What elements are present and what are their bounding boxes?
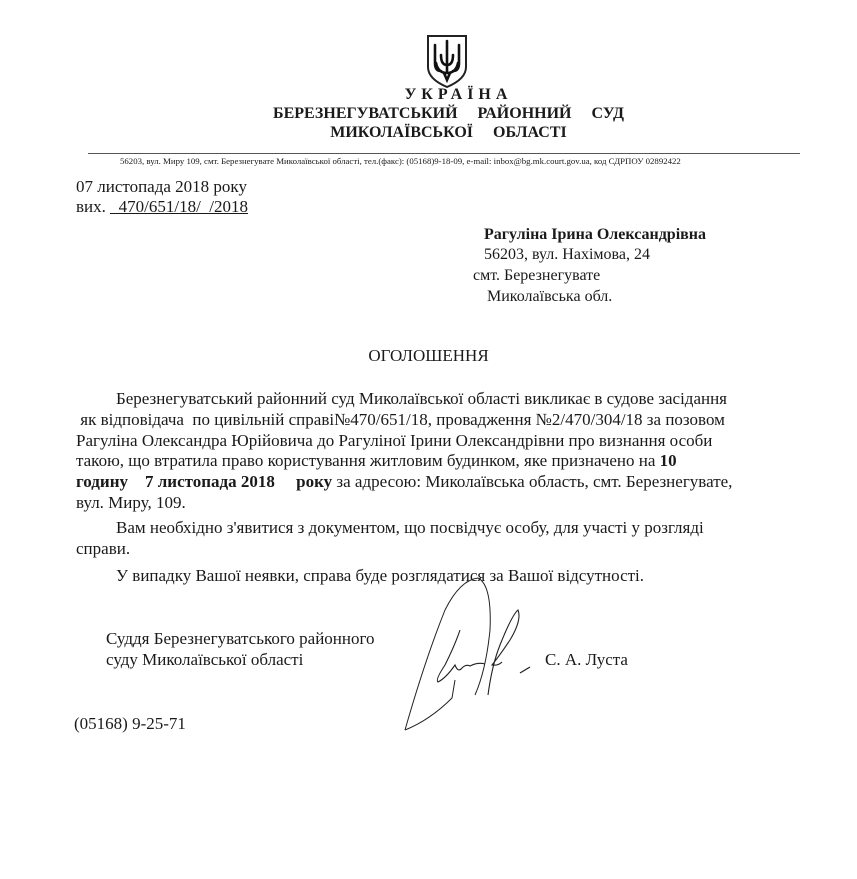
- body-line: Рагуліна Олександра Юрійовича до Рагуліної Ірини Олександрівни про визнання особи: [76, 430, 713, 450]
- header-country: УКРАЇНА: [404, 86, 513, 103]
- handwritten-signature-icon: [400, 570, 560, 740]
- outgoing-number-value: _470/651/18/ /2018: [110, 197, 249, 216]
- hearing-hour-word: годину: [76, 472, 128, 492]
- body-line: справи.: [76, 538, 131, 558]
- header-contacts: 56203, вул. Миру 109, смт. Березнегувате Миколаївської області, тел.(факс): (05168)9-18-09, e-mail: inbox@bg.mk.court.gov.ua, код СДРПОУ 02892422: [120, 156, 681, 166]
- body-paragraph-2: [76, 518, 811, 560]
- recipient-region: Миколаївська обл.: [487, 288, 613, 305]
- body-line: Вам необхідно з'явитися з документом, що посвідчує особу, для участі у розгляді: [116, 518, 704, 537]
- recipient-name: Рагуліна Ірина Олександрівна: [484, 226, 706, 243]
- header-divider: [88, 153, 800, 154]
- body-line-text: такою, що втратила право користування житловим будинком, яке призначено на: [76, 451, 660, 471]
- footer-phone: (05168) 9-25-71: [74, 714, 186, 733]
- outgoing-label: вих.: [76, 197, 106, 216]
- judge-role-line: суду Миколаївської області: [106, 649, 304, 669]
- hearing-date: 7 листопада 2018: [145, 472, 275, 492]
- body-line: як відповідача по цивільній справі№470/651/18, провадження №2/470/304/18 за позовом: [76, 409, 725, 429]
- body-line: У випадку Вашої неявки, справа буде розглядатися за Вашої відсутності.: [116, 566, 645, 585]
- hearing-hour: 10: [659, 451, 677, 471]
- body-line: [76, 451, 811, 472]
- recipient-street: 56203, вул. Нахімова, 24: [484, 246, 650, 263]
- body-line: [76, 472, 811, 493]
- header-region: МИКОЛАЇВСЬКОЇ ОБЛАСТІ: [330, 124, 567, 141]
- judge-role: [106, 629, 375, 670]
- document-date: 07 листопада 2018 року: [76, 177, 247, 196]
- judge-role-line: Суддя Березнегуватського районного: [106, 629, 375, 648]
- body-line: Березнегуватський районний суд Миколаївської області викликає в судове засідання: [116, 389, 728, 408]
- body-paragraph-1: [76, 389, 811, 514]
- document-title: ОГОЛОШЕННЯ: [368, 346, 489, 365]
- hearing-year-word: року: [296, 472, 333, 492]
- header-court-name: БЕРЕЗНЕГУВАТСЬКИЙ РАЙОННИЙ СУД: [273, 105, 624, 122]
- trident-coat-of-arms-icon: [424, 33, 470, 89]
- judge-name: С. А. Луста: [545, 650, 628, 669]
- body-line: вул. Миру, 109.: [76, 492, 186, 512]
- outgoing-number: [76, 197, 248, 217]
- hearing-address: за адресою: Миколаївська область, смт. Березнегувате,: [332, 472, 733, 492]
- recipient-town: смт. Березнегувате: [473, 267, 601, 284]
